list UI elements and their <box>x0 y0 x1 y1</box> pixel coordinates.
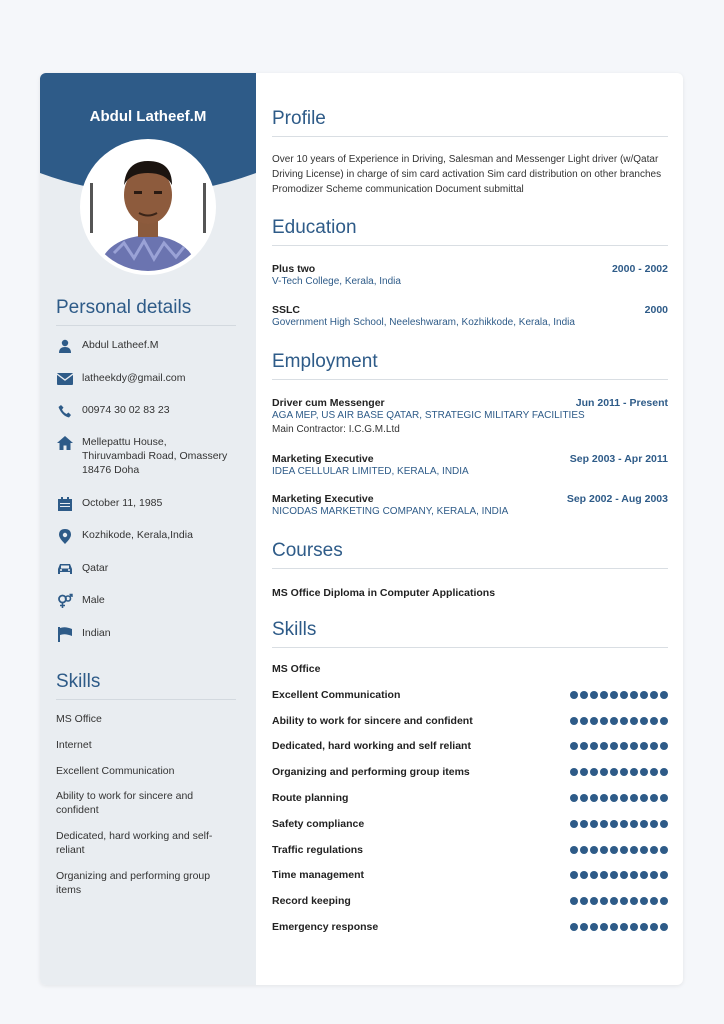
rating-dot <box>590 923 598 931</box>
rating-dot <box>590 691 598 699</box>
rating-dot <box>600 691 608 699</box>
entry-subtitle: IDEA CELLULAR LIMITED, KERALA, INDIA <box>272 466 469 477</box>
employment-entry <box>272 453 668 479</box>
sidebar-skill: Organizing and performing group items <box>56 870 211 896</box>
rating-dot <box>650 742 658 750</box>
skill-row <box>272 818 668 830</box>
flag-icon <box>56 626 74 642</box>
rating-dot <box>570 794 578 802</box>
rating-dot <box>620 897 628 905</box>
entry-subtitle: NICODAS MARKETING COMPANY, KERALA, INDIA <box>272 506 509 517</box>
rating-dot <box>660 794 668 802</box>
rating-dot <box>650 846 658 854</box>
sidebar-skill: MS Office <box>56 713 102 725</box>
divider <box>272 568 668 569</box>
skill-row <box>272 740 668 752</box>
skill-name: Emergency response <box>272 921 379 933</box>
rating-dot <box>650 871 658 879</box>
rating-dot <box>660 923 668 931</box>
skill-rating <box>570 717 668 725</box>
candidate-name: Abdul Latheef.M <box>89 108 207 125</box>
profile-text: Over 10 years of Experience in Driving, Salesman and Messenger Light driver (w/Qatar Driving License) in charge of sim card activation Sim card distribution on other branches Promodizer Scheme communication Document submittal <box>272 154 662 195</box>
rating-dot <box>640 768 648 776</box>
skill-rating <box>570 871 668 879</box>
user-icon <box>56 338 74 354</box>
rating-dot <box>650 691 658 699</box>
rating-dot <box>640 871 648 879</box>
entry-subtitle: Government High School, Neeleshwaram, Kozhikkode, Kerala, India <box>272 317 575 328</box>
rating-dot <box>590 768 598 776</box>
rating-dot <box>640 794 648 802</box>
rating-dot <box>630 820 638 828</box>
sidebar-skill: Dedicated, hard working and self-reliant <box>56 830 213 856</box>
rating-dot <box>580 923 588 931</box>
rating-dot <box>620 820 628 828</box>
rating-dot <box>580 742 588 750</box>
skill-rating <box>570 897 668 905</box>
rating-dot <box>590 897 598 905</box>
rating-dot <box>610 691 618 699</box>
resume-card <box>40 73 683 985</box>
home-icon <box>56 435 74 451</box>
detail-text: Kozhikode, Kerala,India <box>82 529 193 541</box>
rating-dot <box>600 717 608 725</box>
rating-dot <box>580 846 588 854</box>
rating-dot <box>610 742 618 750</box>
rating-dot <box>650 820 658 828</box>
skill-rating <box>570 846 668 854</box>
rating-dot <box>620 691 628 699</box>
divider <box>56 699 236 700</box>
skill-row <box>272 895 668 907</box>
rating-dot <box>660 820 668 828</box>
employment-heading: Employment <box>272 351 378 372</box>
detail-text: Male <box>82 594 105 606</box>
detail-text: Indian <box>82 627 111 639</box>
rating-dot <box>630 742 638 750</box>
rating-dot <box>640 820 648 828</box>
rating-dot <box>650 794 658 802</box>
entry-title: Marketing Executive <box>272 453 374 465</box>
rating-dot <box>600 871 608 879</box>
sidebar-skill: Internet <box>56 739 92 751</box>
rating-dot <box>640 717 648 725</box>
rating-dot <box>620 794 628 802</box>
detail-text: Mellepattu House, Thiruvambadi Road, Omassery 18476 Doha <box>82 436 228 476</box>
rating-dot <box>590 820 598 828</box>
skill-name: Time management <box>272 869 365 882</box>
skill-row <box>272 792 668 804</box>
rating-dot <box>610 717 618 725</box>
skill-row <box>272 766 668 778</box>
rating-dot <box>570 820 578 828</box>
personal-details-heading: Personal details <box>56 297 192 318</box>
entry-title: SSLC <box>272 304 301 316</box>
divider <box>272 379 668 380</box>
rating-dot <box>660 742 668 750</box>
rating-dot <box>570 768 578 776</box>
rating-dot <box>580 871 588 879</box>
skill-name: Route planning <box>272 792 349 804</box>
skill-name: MS Office <box>272 663 321 675</box>
detail-birthplace <box>56 528 246 544</box>
detail-phone <box>56 403 246 419</box>
rating-dot <box>590 742 598 750</box>
rating-dot <box>640 897 648 905</box>
rating-dot <box>610 897 618 905</box>
rating-dot <box>630 768 638 776</box>
rating-dot <box>630 923 638 931</box>
rating-dot <box>580 897 588 905</box>
skill-row <box>272 844 668 856</box>
rating-dot <box>620 923 628 931</box>
rating-dot <box>630 846 638 854</box>
rating-dot <box>660 897 668 905</box>
rating-dot <box>600 923 608 931</box>
rating-dot <box>580 820 588 828</box>
course-item: MS Office Diploma in Computer Applications <box>272 587 496 599</box>
rating-dot <box>620 742 628 750</box>
rating-dot <box>580 691 588 699</box>
rating-dot <box>650 923 658 931</box>
envelope-icon <box>56 371 74 387</box>
divider <box>272 136 668 137</box>
rating-dot <box>600 794 608 802</box>
rating-dot <box>660 768 668 776</box>
rating-dot <box>660 717 668 725</box>
skill-row <box>272 869 668 881</box>
rating-dot <box>660 691 668 699</box>
skill-rating <box>570 820 668 828</box>
rating-dot <box>590 871 598 879</box>
rating-dot <box>610 923 618 931</box>
rating-dot <box>660 846 668 854</box>
calendar-icon <box>56 496 74 512</box>
sidebar <box>40 73 256 985</box>
education-heading: Education <box>272 217 357 238</box>
rating-dot <box>580 768 588 776</box>
divider <box>272 647 668 648</box>
education-entry <box>272 263 668 289</box>
entry-date: 2000 <box>644 304 668 316</box>
skill-name: Safety compliance <box>272 817 365 830</box>
sidebar-skill: Ability to work for sincere and confident <box>56 790 194 816</box>
detail-text: latheekdy@gmail.com <box>82 372 186 384</box>
detail-gender <box>56 593 246 609</box>
detail-text: October 11, 1985 <box>82 497 163 509</box>
skill-name: Organizing and performing group items <box>272 766 470 779</box>
car-icon <box>56 561 74 577</box>
rating-dot <box>660 871 668 879</box>
rating-dot <box>570 846 578 854</box>
detail-name <box>56 338 246 354</box>
rating-dot <box>640 691 648 699</box>
rating-dot <box>630 871 638 879</box>
detail-text: Qatar <box>82 562 109 574</box>
detail-email <box>56 371 246 387</box>
rating-dot <box>620 768 628 776</box>
detail-license <box>56 561 246 577</box>
detail-address <box>56 435 246 477</box>
detail-text: Abdul Latheef.M <box>82 339 159 351</box>
location-pin-icon <box>56 528 74 544</box>
rating-dot <box>640 742 648 750</box>
employment-entry <box>272 493 668 519</box>
rating-dot <box>650 717 658 725</box>
rating-dot <box>630 794 638 802</box>
divider <box>272 245 668 246</box>
profile-heading: Profile <box>272 108 326 129</box>
phone-icon <box>56 403 74 419</box>
skill-name: Ability to work for sincere and confident <box>272 714 473 727</box>
skill-row <box>272 663 668 675</box>
skill-row <box>272 689 668 701</box>
rating-dot <box>610 820 618 828</box>
entry-title: Marketing Executive <box>272 493 374 505</box>
rating-dot <box>580 794 588 802</box>
profile-photo <box>80 139 216 275</box>
rating-dot <box>570 742 578 750</box>
entry-date: 2000 - 2002 <box>611 263 668 275</box>
rating-dot <box>570 923 578 931</box>
detail-text: 00974 30 02 83 23 <box>82 404 170 416</box>
rating-dot <box>620 846 628 854</box>
entry-date: Sep 2002 - Aug 2003 <box>566 493 668 505</box>
rating-dot <box>610 846 618 854</box>
skills-heading: Skills <box>272 619 317 640</box>
skill-name: Excellent Communication <box>272 688 401 701</box>
employment-entry <box>272 397 668 436</box>
entry-subtitle: V-Tech College, Kerala, India <box>272 276 401 287</box>
rating-dot <box>580 717 588 725</box>
rating-dot <box>650 897 658 905</box>
skill-rating <box>570 742 668 750</box>
skill-rating <box>570 691 668 699</box>
skill-row <box>272 715 668 727</box>
skill-rating <box>570 794 668 802</box>
divider <box>56 325 236 326</box>
rating-dot <box>650 768 658 776</box>
rating-dot <box>610 768 618 776</box>
rating-dot <box>600 768 608 776</box>
rating-dot <box>610 871 618 879</box>
skill-name: Traffic regulations <box>272 843 364 856</box>
sidebar-skill: Excellent Communication <box>56 765 175 777</box>
rating-dot <box>640 846 648 854</box>
rating-dot <box>570 691 578 699</box>
rating-dot <box>600 742 608 750</box>
courses-heading: Courses <box>272 540 343 561</box>
education-entry <box>272 304 668 330</box>
skill-rating <box>570 923 668 931</box>
entry-date: Jun 2011 - Present <box>575 397 668 409</box>
rating-dot <box>590 846 598 854</box>
skill-name: Dedicated, hard working and self reliant <box>272 740 471 753</box>
entry-title: Plus two <box>272 263 316 275</box>
rating-dot <box>620 871 628 879</box>
main-content <box>272 73 668 985</box>
entry-subtitle: AGA MEP, US AIR BASE QATAR, STRATEGIC MILITARY FACILITIES <box>272 410 585 421</box>
detail-nationality <box>56 626 246 642</box>
rating-dot <box>570 871 578 879</box>
skill-rating <box>570 768 668 776</box>
entry-note: Main Contractor: I.C.G.M.Ltd <box>272 424 400 435</box>
rating-dot <box>600 846 608 854</box>
rating-dot <box>630 691 638 699</box>
rating-dot <box>600 820 608 828</box>
rating-dot <box>570 897 578 905</box>
rating-dot <box>570 717 578 725</box>
rating-dot <box>620 717 628 725</box>
rating-dot <box>630 897 638 905</box>
rating-dot <box>610 794 618 802</box>
skill-name: Record keeping <box>272 895 351 908</box>
rating-dot <box>590 794 598 802</box>
rating-dot <box>640 923 648 931</box>
sidebar-skills-heading: Skills <box>56 671 101 692</box>
entry-date: Sep 2003 - Apr 2011 <box>569 453 668 465</box>
entry-title: Driver cum Messenger <box>272 397 385 409</box>
rating-dot <box>590 717 598 725</box>
skill-row <box>272 921 668 933</box>
detail-birthdate <box>56 496 246 512</box>
rating-dot <box>600 897 608 905</box>
gender-icon <box>56 593 74 609</box>
rating-dot <box>630 717 638 725</box>
